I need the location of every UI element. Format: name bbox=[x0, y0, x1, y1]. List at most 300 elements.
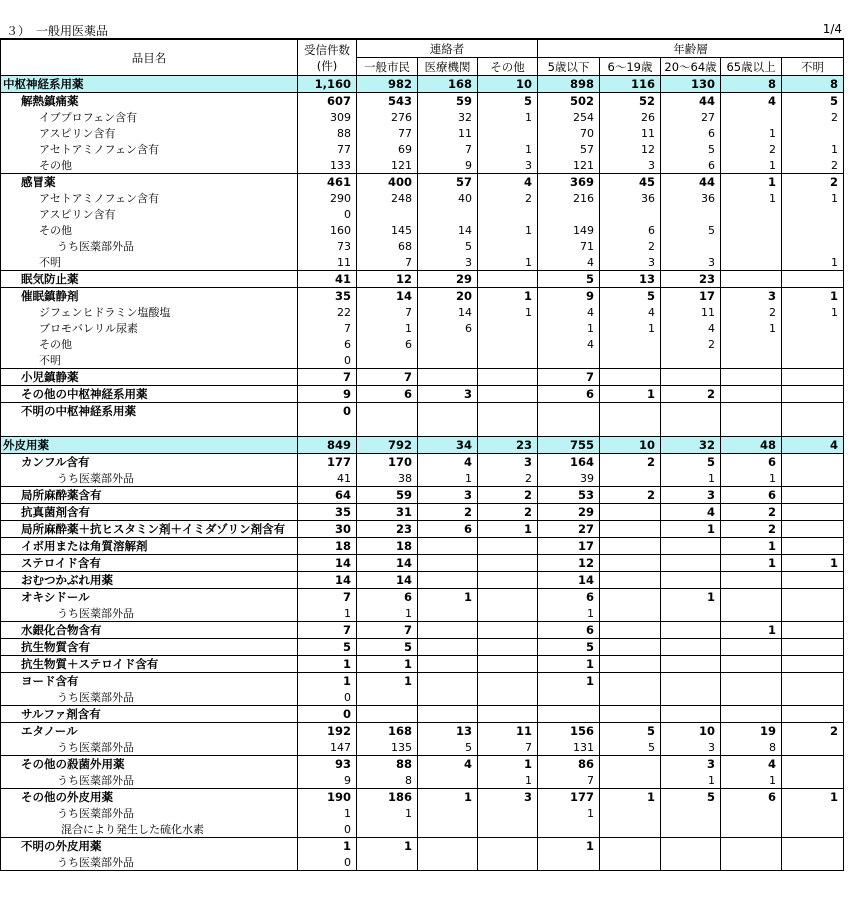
cell-age-unknown bbox=[782, 403, 844, 420]
row-label: 外皮用薬 bbox=[1, 437, 298, 454]
cell-age-6-19: 5 bbox=[600, 739, 661, 756]
cell-age-6-19: 2 bbox=[600, 454, 661, 471]
table-row bbox=[1, 254, 844, 271]
cell-general-public: 6 bbox=[357, 336, 418, 352]
cell-age-unknown bbox=[782, 222, 844, 238]
row-label: オキシドール bbox=[1, 589, 298, 606]
cell-age-under5: 156 bbox=[538, 723, 600, 740]
cell-contact-other bbox=[478, 821, 538, 838]
cell-age-unknown: 1 bbox=[782, 288, 844, 305]
table-row bbox=[1, 470, 844, 487]
cell-age-under5: 755 bbox=[538, 437, 600, 454]
cell-age-20-64 bbox=[661, 656, 721, 673]
cell-count: 9 bbox=[298, 772, 357, 789]
subcategory-row bbox=[1, 521, 844, 538]
cell-age-6-19: 13 bbox=[600, 271, 661, 288]
cell-age-20-64 bbox=[661, 352, 721, 369]
table-row bbox=[1, 772, 844, 789]
cell-age-unknown bbox=[782, 572, 844, 589]
cell-contact-other: 2 bbox=[478, 487, 538, 504]
cell-age-6-19 bbox=[600, 706, 661, 723]
subcategory-row bbox=[1, 454, 844, 471]
row-label: ジフェンヒドラミン塩酸塩 bbox=[1, 304, 298, 320]
cell-age-under5 bbox=[538, 854, 600, 871]
row-label: 催眠鎮静剤 bbox=[1, 288, 298, 305]
cell-age-unknown bbox=[782, 271, 844, 288]
table-row bbox=[1, 689, 844, 706]
row-label: 水銀化合物含有 bbox=[1, 622, 298, 639]
cell-age-65plus bbox=[721, 656, 782, 673]
header-medical-institution: 医療機関 bbox=[418, 58, 478, 76]
cell-medical-institution: 6 bbox=[418, 521, 478, 538]
cell-age-20-64: 4 bbox=[661, 504, 721, 521]
subcategory-row bbox=[1, 673, 844, 690]
cell-age-20-64 bbox=[661, 369, 721, 386]
cell-contact-other bbox=[478, 838, 538, 855]
cell-age-under5: 1 bbox=[538, 673, 600, 690]
cell-count: 5 bbox=[298, 639, 357, 656]
cell-age-unknown bbox=[782, 639, 844, 656]
cell-age-65plus bbox=[721, 206, 782, 222]
cell-age-20-64 bbox=[661, 673, 721, 690]
cell-medical-institution: 2 bbox=[418, 504, 478, 521]
header-age-20-64: 20～64歳 bbox=[661, 58, 721, 76]
cell-count: 35 bbox=[298, 504, 357, 521]
cell-medical-institution: 3 bbox=[418, 487, 478, 504]
cell-age-20-64 bbox=[661, 605, 721, 622]
cell-general-public: 1 bbox=[357, 805, 418, 821]
cell-general-public: 168 bbox=[357, 723, 418, 740]
cell-age-6-19: 5 bbox=[600, 288, 661, 305]
row-label: 解熱鎮痛薬 bbox=[1, 93, 298, 110]
cell-contact-other bbox=[478, 403, 538, 420]
cell-count: 607 bbox=[298, 93, 357, 110]
cell-age-20-64: 5 bbox=[661, 222, 721, 238]
cell-age-unknown bbox=[782, 454, 844, 471]
cell-general-public: 1 bbox=[357, 320, 418, 336]
cell-age-unknown: 4 bbox=[782, 437, 844, 454]
cell-medical-institution bbox=[418, 206, 478, 222]
cell-general-public: 982 bbox=[357, 76, 418, 93]
cell-age-65plus: 2 bbox=[721, 304, 782, 320]
table-row bbox=[1, 419, 844, 437]
row-label: 眠気防止薬 bbox=[1, 271, 298, 288]
table-row bbox=[1, 336, 844, 352]
cell-general-public: 6 bbox=[357, 589, 418, 606]
cell-age-unknown: 2 bbox=[782, 174, 844, 191]
cell-age-unknown bbox=[782, 206, 844, 222]
cell-age-20-64: 5 bbox=[661, 454, 721, 471]
cell-age-20-64 bbox=[661, 689, 721, 706]
table-row bbox=[1, 222, 844, 238]
cell-age-unknown: 1 bbox=[782, 304, 844, 320]
cell-contact-other bbox=[478, 706, 538, 723]
header-age: 年齢層 bbox=[538, 39, 844, 58]
cell-age-unknown bbox=[782, 238, 844, 254]
header-count-label: 受信件数 bbox=[304, 42, 350, 57]
cell-age-6-19 bbox=[600, 838, 661, 855]
cell-contact-other: 7 bbox=[478, 739, 538, 756]
cell-age-6-19 bbox=[600, 639, 661, 656]
cell-general-public bbox=[357, 854, 418, 871]
cell-age-6-19 bbox=[600, 805, 661, 821]
cell-age-20-64: 3 bbox=[661, 739, 721, 756]
cell-general-public: 400 bbox=[357, 174, 418, 191]
row-label: 局所麻酔薬＋抗ヒスタミン剤＋イミダゾリン剤含有 bbox=[1, 521, 298, 538]
cell-medical-institution: 1 bbox=[418, 589, 478, 606]
cell-count: 147 bbox=[298, 739, 357, 756]
cell-count: 160 bbox=[298, 222, 357, 238]
cell-medical-institution bbox=[418, 622, 478, 639]
cell-age-65plus bbox=[721, 403, 782, 420]
row-label: その他の殺菌外用薬 bbox=[1, 756, 298, 773]
cell-age-65plus: 48 bbox=[721, 437, 782, 454]
header-count bbox=[298, 39, 357, 76]
cell-general-public: 69 bbox=[357, 141, 418, 157]
cell-age-20-64: 10 bbox=[661, 723, 721, 740]
cell-general-public: 59 bbox=[357, 487, 418, 504]
cell-contact-other bbox=[478, 572, 538, 589]
cell-age-under5: 216 bbox=[538, 190, 600, 206]
cell-age-65plus bbox=[721, 706, 782, 723]
cell-contact-other: 10 bbox=[478, 76, 538, 93]
cell-age-65plus: 1 bbox=[721, 157, 782, 174]
cell-general-public: 7 bbox=[357, 304, 418, 320]
cell-age-6-19 bbox=[600, 336, 661, 352]
subcategory-row bbox=[1, 706, 844, 723]
cell-age-unknown: 1 bbox=[782, 141, 844, 157]
cell-general-public bbox=[357, 689, 418, 706]
cell-age-65plus: 2 bbox=[721, 521, 782, 538]
table-row bbox=[1, 304, 844, 320]
cell-age-6-19: 3 bbox=[600, 254, 661, 271]
cell-age-unknown bbox=[782, 589, 844, 606]
subcategory-row bbox=[1, 756, 844, 773]
cell-age-20-64 bbox=[661, 821, 721, 838]
cell-count: 93 bbox=[298, 756, 357, 773]
cell-age-under5: 1 bbox=[538, 605, 600, 622]
cell-contact-other: 4 bbox=[478, 174, 538, 191]
cell-age-unknown bbox=[782, 772, 844, 789]
cell-contact-other bbox=[478, 589, 538, 606]
cell-age-6-19: 3 bbox=[600, 157, 661, 174]
cell-age-under5: 4 bbox=[538, 254, 600, 271]
table-row bbox=[1, 805, 844, 821]
cell-age-under5: 14 bbox=[538, 572, 600, 589]
cell-age-65plus: 1 bbox=[721, 190, 782, 206]
cell-age-6-19 bbox=[600, 756, 661, 773]
cell-count: 35 bbox=[298, 288, 357, 305]
cell-contact-other: 3 bbox=[478, 157, 538, 174]
cell-general-public bbox=[357, 403, 418, 420]
row-label: うち医薬部外品 bbox=[1, 605, 298, 622]
cell-count: 41 bbox=[298, 470, 357, 487]
cell-general-public: 77 bbox=[357, 125, 418, 141]
cell-age-65plus: 8 bbox=[721, 739, 782, 756]
cell-contact-other bbox=[478, 555, 538, 572]
cell-medical-institution: 7 bbox=[418, 141, 478, 157]
cell-age-under5: 149 bbox=[538, 222, 600, 238]
header-age-under5: 5歳以下 bbox=[538, 58, 600, 76]
section-title: ３） 一般用医薬品 bbox=[6, 24, 109, 38]
cell-age-unknown bbox=[782, 320, 844, 336]
cell-age-under5: 70 bbox=[538, 125, 600, 141]
cell-age-20-64: 44 bbox=[661, 174, 721, 191]
cell-contact-other: 1 bbox=[478, 254, 538, 271]
cell-age-6-19 bbox=[600, 673, 661, 690]
cell-age-20-64 bbox=[661, 206, 721, 222]
cell-count: 177 bbox=[298, 454, 357, 471]
cell-count: 1 bbox=[298, 656, 357, 673]
cell-contact-other: 11 bbox=[478, 723, 538, 740]
cell-age-under5: 254 bbox=[538, 109, 600, 125]
cell-age-unknown bbox=[782, 538, 844, 555]
row-label: イブプロフェン含有 bbox=[1, 109, 298, 125]
cell-age-6-19: 4 bbox=[600, 304, 661, 320]
subcategory-row bbox=[1, 487, 844, 504]
cell-age-6-19 bbox=[600, 206, 661, 222]
cell-age-unknown bbox=[782, 756, 844, 773]
cell-general-public bbox=[357, 821, 418, 838]
cell-age-65plus bbox=[721, 336, 782, 352]
cell-age-20-64 bbox=[661, 854, 721, 871]
subcategory-row bbox=[1, 288, 844, 305]
cell-medical-institution bbox=[418, 538, 478, 555]
cell-general-public: 12 bbox=[357, 271, 418, 288]
cell-age-unknown: 2 bbox=[782, 723, 844, 740]
cell-age-65plus bbox=[721, 589, 782, 606]
cell-age-6-19: 10 bbox=[600, 437, 661, 454]
cell-general-public: 23 bbox=[357, 521, 418, 538]
cell-general-public: 248 bbox=[357, 190, 418, 206]
cell-age-under5: 12 bbox=[538, 555, 600, 572]
cell-count: 7 bbox=[298, 622, 357, 639]
cell-medical-institution: 6 bbox=[418, 320, 478, 336]
cell-age-65plus: 3 bbox=[721, 288, 782, 305]
header-general-public: 一般市民 bbox=[357, 58, 418, 76]
cell-medical-institution bbox=[418, 805, 478, 821]
cell-medical-institution: 14 bbox=[418, 304, 478, 320]
cell-age-6-19 bbox=[600, 656, 661, 673]
cell-count: 7 bbox=[298, 320, 357, 336]
cell-age-20-64 bbox=[661, 622, 721, 639]
cell-general-public: 14 bbox=[357, 572, 418, 589]
cell-age-6-19 bbox=[600, 538, 661, 555]
cell-medical-institution: 3 bbox=[418, 386, 478, 403]
cell-age-6-19 bbox=[600, 589, 661, 606]
cell-medical-institution: 4 bbox=[418, 756, 478, 773]
cell-age-20-64 bbox=[661, 419, 721, 437]
cell-medical-institution: 32 bbox=[418, 109, 478, 125]
cell-age-6-19 bbox=[600, 689, 661, 706]
cell-age-under5 bbox=[538, 821, 600, 838]
cell-age-20-64: 4 bbox=[661, 320, 721, 336]
cell-count: 0 bbox=[298, 403, 357, 420]
cell-age-6-19: 45 bbox=[600, 174, 661, 191]
cell-general-public: 145 bbox=[357, 222, 418, 238]
cell-age-65plus bbox=[721, 386, 782, 403]
cell-count: 1 bbox=[298, 838, 357, 855]
subcategory-row bbox=[1, 622, 844, 639]
cell-general-public: 543 bbox=[357, 93, 418, 110]
subcategory-row bbox=[1, 271, 844, 288]
row-label: アセトアミノフェン含有 bbox=[1, 141, 298, 157]
table-row bbox=[1, 109, 844, 125]
cell-age-under5 bbox=[538, 352, 600, 369]
cell-contact-other bbox=[478, 419, 538, 437]
cell-age-20-64 bbox=[661, 838, 721, 855]
cell-age-65plus bbox=[721, 271, 782, 288]
cell-age-20-64: 130 bbox=[661, 76, 721, 93]
cell-age-20-64: 32 bbox=[661, 437, 721, 454]
cell-age-unknown: 1 bbox=[782, 555, 844, 572]
cell-age-20-64: 36 bbox=[661, 190, 721, 206]
cell-age-20-64: 23 bbox=[661, 271, 721, 288]
cell-medical-institution bbox=[418, 555, 478, 572]
cell-age-unknown: 2 bbox=[782, 157, 844, 174]
cell-medical-institution: 20 bbox=[418, 288, 478, 305]
cell-age-unknown: 8 bbox=[782, 76, 844, 93]
cell-medical-institution bbox=[418, 689, 478, 706]
cell-medical-institution: 59 bbox=[418, 93, 478, 110]
cell-age-unknown bbox=[782, 125, 844, 141]
cell-general-public: 31 bbox=[357, 504, 418, 521]
cell-age-6-19 bbox=[600, 854, 661, 871]
cell-age-under5: 369 bbox=[538, 174, 600, 191]
cell-contact-other: 1 bbox=[478, 521, 538, 538]
cell-general-public: 1 bbox=[357, 673, 418, 690]
cell-general-public: 7 bbox=[357, 622, 418, 639]
cell-contact-other: 5 bbox=[478, 93, 538, 110]
row-label: その他の中枢神経系用薬 bbox=[1, 386, 298, 403]
row-label: うち医薬部外品 bbox=[1, 689, 298, 706]
cell-age-20-64: 27 bbox=[661, 109, 721, 125]
cell-general-public: 68 bbox=[357, 238, 418, 254]
cell-age-6-19 bbox=[600, 572, 661, 589]
row-label: うち医薬部外品 bbox=[1, 772, 298, 789]
row-label: アスピリン含有 bbox=[1, 125, 298, 141]
cell-general-public: 135 bbox=[357, 739, 418, 756]
cell-age-65plus bbox=[721, 605, 782, 622]
cell-count: 0 bbox=[298, 352, 357, 369]
table-row bbox=[1, 352, 844, 369]
cell-general-public bbox=[357, 206, 418, 222]
cell-age-65plus: 1 bbox=[721, 125, 782, 141]
cell-count: 73 bbox=[298, 238, 357, 254]
cell-age-65plus: 1 bbox=[721, 320, 782, 336]
table-row bbox=[1, 190, 844, 206]
row-label: その他 bbox=[1, 336, 298, 352]
cell-age-unknown bbox=[782, 419, 844, 437]
page-number: 1/4 bbox=[822, 22, 842, 36]
cell-medical-institution bbox=[418, 605, 478, 622]
cell-general-public: 14 bbox=[357, 288, 418, 305]
cell-count: 14 bbox=[298, 555, 357, 572]
cell-count: 14 bbox=[298, 572, 357, 589]
cell-age-unknown bbox=[782, 854, 844, 871]
cell-age-unknown bbox=[782, 336, 844, 352]
cell-age-6-19 bbox=[600, 555, 661, 572]
cell-age-65plus bbox=[721, 419, 782, 437]
cell-age-unknown bbox=[782, 622, 844, 639]
cell-count: 77 bbox=[298, 141, 357, 157]
cell-contact-other bbox=[478, 206, 538, 222]
row-label: うち医薬部外品 bbox=[1, 854, 298, 871]
subcategory-row bbox=[1, 723, 844, 740]
cell-contact-other bbox=[478, 854, 538, 871]
row-label: 混合により発生した硫化水素 bbox=[1, 821, 298, 838]
cell-medical-institution: 14 bbox=[418, 222, 478, 238]
cell-medical-institution: 40 bbox=[418, 190, 478, 206]
cell-age-unknown bbox=[782, 706, 844, 723]
row-label: サルファ剤含有 bbox=[1, 706, 298, 723]
cell-count: 1 bbox=[298, 605, 357, 622]
cell-medical-institution: 4 bbox=[418, 454, 478, 471]
cell-medical-institution: 29 bbox=[418, 271, 478, 288]
cell-contact-other bbox=[478, 369, 538, 386]
row-label: 不明の外皮用薬 bbox=[1, 838, 298, 855]
row-label: おむつかぶれ用薬 bbox=[1, 572, 298, 589]
table-row bbox=[1, 238, 844, 254]
cell-age-20-64: 1 bbox=[661, 772, 721, 789]
cell-count: 0 bbox=[298, 854, 357, 871]
cell-contact-other bbox=[478, 238, 538, 254]
cell-age-65plus bbox=[721, 838, 782, 855]
cell-contact-other: 1 bbox=[478, 141, 538, 157]
title-bar bbox=[6, 20, 842, 38]
cell-count: 0 bbox=[298, 206, 357, 222]
header-contact: 連絡者 bbox=[357, 39, 538, 58]
cell-age-6-19 bbox=[600, 419, 661, 437]
row-label: 抗生物質＋ステロイド含有 bbox=[1, 656, 298, 673]
row-label bbox=[1, 419, 298, 437]
cell-contact-other: 1 bbox=[478, 772, 538, 789]
cell-contact-other bbox=[478, 271, 538, 288]
row-label: 中枢神経系用薬 bbox=[1, 76, 298, 93]
row-label: うち医薬部外品 bbox=[1, 805, 298, 821]
cell-age-65plus bbox=[721, 572, 782, 589]
cell-age-20-64 bbox=[661, 555, 721, 572]
cell-general-public: 5 bbox=[357, 639, 418, 656]
cell-age-under5 bbox=[538, 706, 600, 723]
cell-age-unknown: 2 bbox=[782, 109, 844, 125]
cell-age-6-19: 2 bbox=[600, 238, 661, 254]
cell-contact-other bbox=[478, 352, 538, 369]
cell-age-unknown bbox=[782, 805, 844, 821]
cell-age-20-64 bbox=[661, 639, 721, 656]
cell-contact-other: 1 bbox=[478, 109, 538, 125]
cell-contact-other: 1 bbox=[478, 756, 538, 773]
cell-count: 461 bbox=[298, 174, 357, 191]
subcategory-row bbox=[1, 555, 844, 572]
cell-age-20-64: 1 bbox=[661, 521, 721, 538]
cell-age-6-19: 52 bbox=[600, 93, 661, 110]
cell-age-unknown bbox=[782, 739, 844, 756]
cell-age-under5: 4 bbox=[538, 336, 600, 352]
cell-age-20-64: 1 bbox=[661, 589, 721, 606]
cell-age-unknown bbox=[782, 689, 844, 706]
cell-count: 0 bbox=[298, 689, 357, 706]
cell-age-6-19: 5 bbox=[600, 723, 661, 740]
cell-age-65plus: 4 bbox=[721, 93, 782, 110]
cell-age-6-19: 36 bbox=[600, 190, 661, 206]
cell-medical-institution bbox=[418, 419, 478, 437]
cell-age-under5: 4 bbox=[538, 304, 600, 320]
cell-general-public: 1 bbox=[357, 656, 418, 673]
cell-age-20-64: 6 bbox=[661, 125, 721, 141]
cell-age-under5: 5 bbox=[538, 639, 600, 656]
cell-count: 41 bbox=[298, 271, 357, 288]
